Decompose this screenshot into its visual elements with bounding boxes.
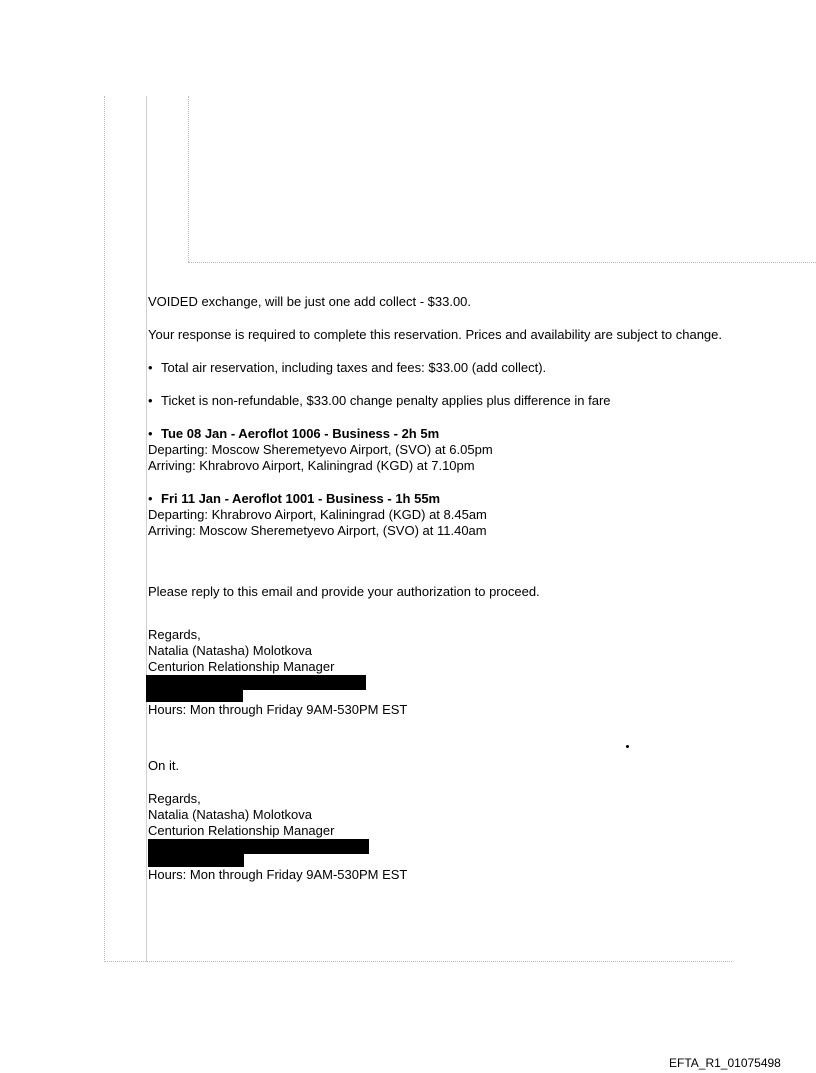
flight-arriving: Arriving: Khrabrovo Airport, Kaliningrad (KGD) at 7.10pm <box>148 458 475 473</box>
flight-return <box>148 491 798 539</box>
bullet-glyph: • <box>148 426 153 441</box>
signature-regards: Regards, <box>148 627 201 642</box>
signature-block <box>148 791 798 883</box>
quote-border-nested-bottom <box>188 262 816 263</box>
voided-note: VOIDED exchange, will be just one add collect - $33.00. <box>148 294 472 309</box>
bullet-ticket <box>148 393 798 409</box>
redaction-bar <box>146 675 366 690</box>
bullet-glyph: • <box>148 491 153 506</box>
bullet-glyph: • <box>148 393 153 408</box>
flight-outbound <box>148 426 798 474</box>
signature-hours: Hours: Mon through Friday 9AM-530PM EST <box>148 867 408 882</box>
email-body <box>148 294 798 883</box>
signature-title: Centurion Relationship Manager <box>148 659 335 674</box>
stray-mark <box>626 745 629 748</box>
flight-arriving: Arriving: Moscow Sheremetyevo Airport, (SVO) at 11.40am <box>148 523 487 538</box>
bullet-glyph: • <box>148 360 153 375</box>
quote-border-bottom <box>104 961 732 962</box>
redaction-bar <box>148 854 244 867</box>
quote-border-nested <box>188 96 189 262</box>
redaction-bar <box>148 839 369 854</box>
document-id: EFTA_R1_01075498 <box>669 1056 781 1070</box>
reply-text: On it. <box>148 758 180 773</box>
bullet-text: Total air reservation, including taxes and fees: $33.00 (add collect). <box>161 360 547 375</box>
signature-regards: Regards, <box>148 791 201 806</box>
flight-departing: Departing: Moscow Sheremetyevo Airport, (SVO) at 6.05pm <box>148 442 493 457</box>
reply-request: Please reply to this email and provide your authorization to proceed. <box>148 584 540 599</box>
redaction-bar <box>146 690 243 702</box>
signature-block <box>148 627 798 718</box>
flight-heading: • Tue 08 Jan - Aeroflot 1006 - Business - 2h 5m <box>148 426 440 441</box>
flight-departing: Departing: Khrabrovo Airport, Kaliningrad (KGD) at 8.45am <box>148 507 487 522</box>
signature-name: Natalia (Natasha) Molotkova <box>148 807 313 822</box>
bullet-text: Ticket is non-refundable, $33.00 change penalty applies plus difference in fare <box>161 393 611 408</box>
signature-name: Natalia (Natasha) Molotkova <box>148 643 313 658</box>
quote-border-inner <box>146 96 147 962</box>
flight-heading: • Fri 11 Jan - Aeroflot 1001 - Business - 1h 55m <box>148 491 441 506</box>
signature-hours: Hours: Mon through Friday 9AM-530PM EST <box>148 702 408 717</box>
bullet-total <box>148 360 798 376</box>
signature-title: Centurion Relationship Manager <box>148 823 335 838</box>
response-note: Your response is required to complete this reservation. Prices and availability are subject to change. <box>148 327 722 342</box>
quote-border-outer <box>104 96 105 962</box>
